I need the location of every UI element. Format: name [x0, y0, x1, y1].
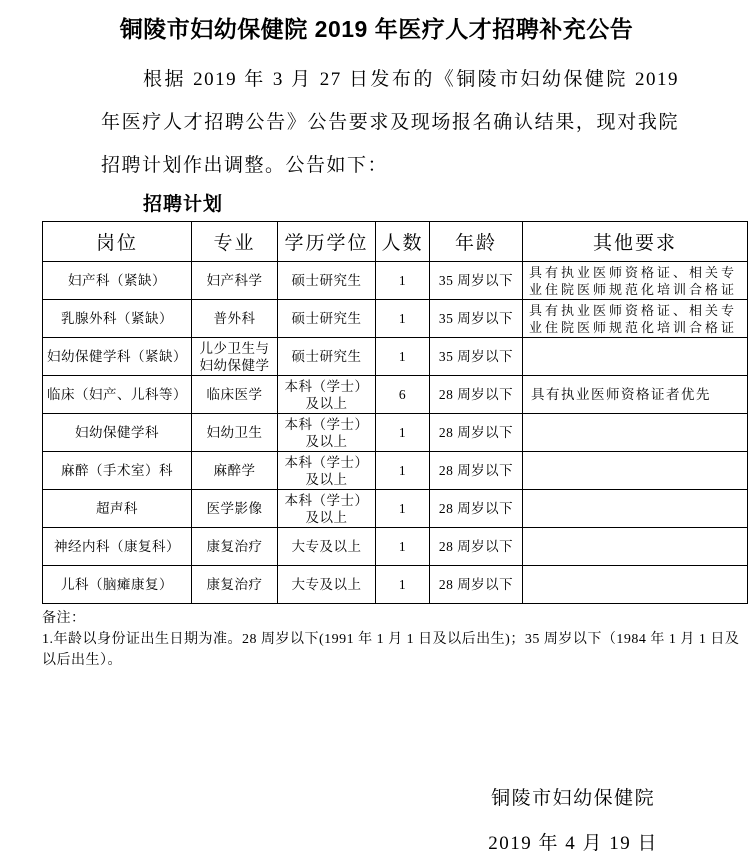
table-cell: 1: [376, 300, 430, 338]
table-row: [43, 376, 748, 414]
table-cell: 儿科（脑瘫康复）: [43, 566, 192, 604]
table-cell: 麻醉学: [192, 452, 278, 490]
signature-organization: 铜陵市妇幼保健院: [491, 788, 656, 809]
table-cell: 28 周岁以下: [430, 490, 523, 528]
table-cell: 1: [376, 490, 430, 528]
table-cell: [523, 528, 748, 566]
column-header-other-requirements: 其他要求: [523, 222, 748, 262]
table-cell: 28 周岁以下: [430, 376, 523, 414]
table-row: [43, 262, 748, 300]
table-cell: 妇幼保健学科（紧缺）: [43, 338, 192, 376]
document-title: 铜陵市妇幼保健院 2019 年医疗人才招聘补充公告: [119, 16, 634, 42]
column-header-position: 岗位: [43, 222, 192, 262]
note-item: 1.年龄以身份证出生日期为准。28 周岁以下(1991 年 1 月 1 日及以后出生)；35 周岁以下（1984 年 1 月 1 日及以后出生）。: [42, 632, 740, 668]
table-cell: 临床（妇产、儿科等）: [43, 376, 192, 414]
table-cell: 妇产科（紧缺）: [43, 262, 192, 300]
table-cell: 医学影像: [192, 490, 278, 528]
table-cell: 本科（学士）及以上: [278, 490, 376, 528]
table-cell: 儿少卫生与妇幼保健学: [192, 338, 278, 376]
table-cell: 麻醉（手术室）科: [43, 452, 192, 490]
table-cell: 1: [376, 414, 430, 452]
table-cell: 本科（学士）及以上: [278, 376, 376, 414]
table-cell: 普外科: [192, 300, 278, 338]
table-cell: [523, 452, 748, 490]
table-cell: 1: [376, 262, 430, 300]
table-cell: 本科（学士）及以上: [278, 414, 376, 452]
table-cell: 康复治疗: [192, 528, 278, 566]
table-cell: 大专及以上: [278, 566, 376, 604]
table-cell: 28 周岁以下: [430, 528, 523, 566]
table-cell: [523, 414, 748, 452]
table-cell: 乳腺外科（紧缺）: [43, 300, 192, 338]
notes-section: [42, 608, 743, 671]
table-cell: [523, 490, 748, 528]
table-cell: 28 周岁以下: [430, 414, 523, 452]
column-header-major: 专业: [192, 222, 278, 262]
table-cell: 1: [376, 566, 430, 604]
table-cell: 临床医学: [192, 376, 278, 414]
table-cell: 具有执业医师资格证、相关专业住院医师规范化培训合格证: [523, 300, 748, 338]
table-cell: 妇幼卫生: [192, 414, 278, 452]
table-cell: 具有执业医师资格证、相关专业住院医师规范化培训合格证: [523, 262, 748, 300]
table-cell: 35 周岁以下: [430, 262, 523, 300]
table-cell: 6: [376, 376, 430, 414]
table-cell: 1: [376, 528, 430, 566]
table-row: [43, 452, 748, 490]
table-row: [43, 566, 748, 604]
table-cell: 硕士研究生: [278, 262, 376, 300]
table-cell: [523, 566, 748, 604]
table-row: [43, 414, 748, 452]
signature-inner: [488, 776, 658, 866]
recruitment-table: [42, 221, 748, 604]
table-cell: 硕士研究生: [278, 338, 376, 376]
table-cell: 神经内科（康复科）: [43, 528, 192, 566]
table-cell: 1: [376, 338, 430, 376]
table-cell: 康复治疗: [192, 566, 278, 604]
notes-label: 备注：: [42, 611, 86, 626]
table-cell: 妇产科学: [192, 262, 278, 300]
table-cell: 本科（学士）及以上: [278, 452, 376, 490]
table-cell: 28 周岁以下: [430, 452, 523, 490]
table-row: [43, 490, 748, 528]
table-cell: 1: [376, 452, 430, 490]
section-heading: 招聘计划: [143, 194, 224, 215]
table-cell: 妇幼保健学科: [43, 414, 192, 452]
signature-date: 2019 年 4 月 19 日: [488, 833, 658, 854]
table-cell: 35 周岁以下: [430, 338, 523, 376]
column-header-degree: 学历学位: [278, 222, 376, 262]
table-cell: 超声科: [43, 490, 192, 528]
table-cell: 硕士研究生: [278, 300, 376, 338]
table-header-row: [43, 222, 748, 262]
column-header-age: 年龄: [430, 222, 523, 262]
table-cell: 具有执业医师资格证者优先: [523, 376, 748, 414]
table-row: [43, 338, 748, 376]
table-row: [43, 300, 748, 338]
table-body: [43, 262, 748, 604]
signature-block: [0, 776, 753, 866]
table-cell: 大专及以上: [278, 528, 376, 566]
table-row: [43, 528, 748, 566]
table-cell: 35 周岁以下: [430, 300, 523, 338]
intro-paragraph: 根据 2019 年 3 月 27 日发布的《铜陵市妇幼保健院 2019 年医疗人才招聘公告》公告要求及现场报名确认结果，现对我院招聘计划作出调整。公告如下：: [101, 69, 679, 176]
table-cell: [523, 338, 748, 376]
table-cell: 28 周岁以下: [430, 566, 523, 604]
column-header-count: 人数: [376, 222, 430, 262]
